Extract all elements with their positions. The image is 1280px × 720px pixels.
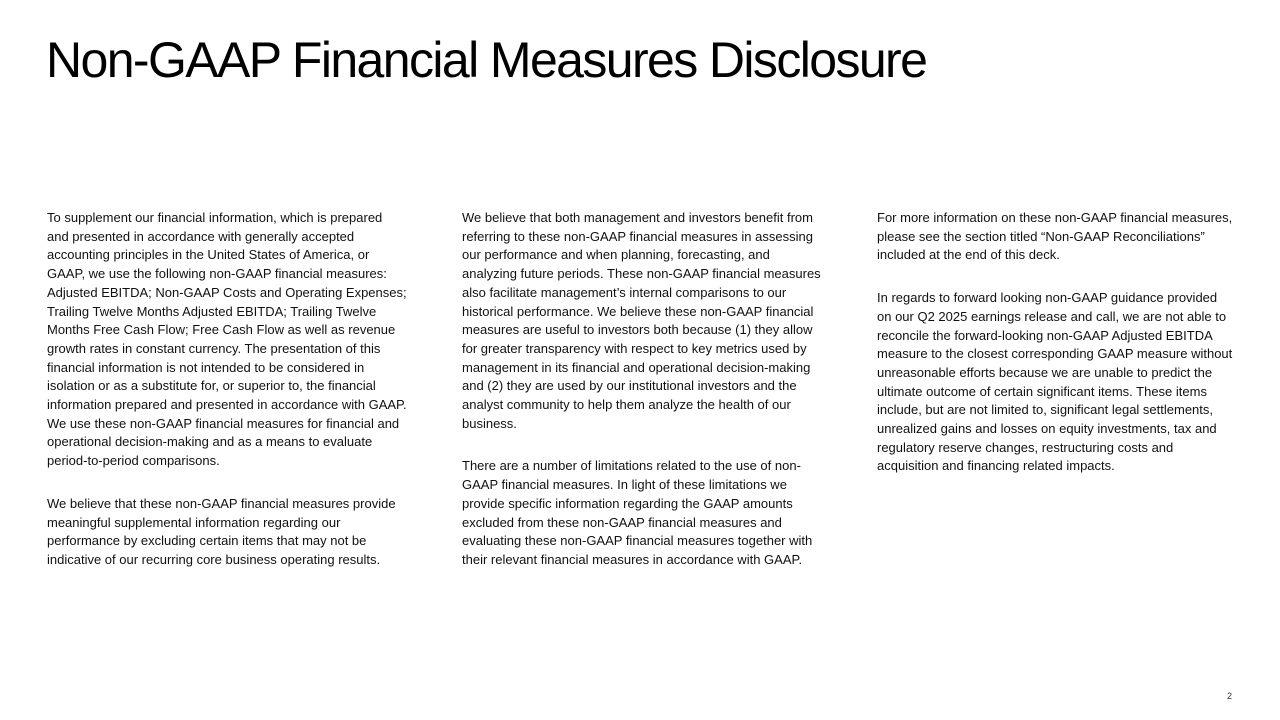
column-right [877, 209, 1235, 500]
paragraph-forward-looking-guidance: In regards to forward looking non-GAAP guidance provided on our Q2 2025 earnings release and call, we are not able to reconcile the forward-looking non-GAAP Adjusted EBITDA measure to the closest corresponding GAAP measure without unreasonable efforts because we are unable to predict the ultimate outcome of certain significant items. These items include, but are not limited to, significant legal settlements, unrealized gains and losses on equity investments, tax and regulatory reserve changes, restructuring costs and acquisition and financing related impacts. [877, 290, 1233, 474]
disclosure-columns [47, 209, 1237, 629]
paragraph-limitations: There are a number of limitations related to the use of non-GAAP financial measures. In light of these limitations we provide specific information regarding the GAAP amounts excluded from these non-GAAP financial measures and evaluating these non-GAAP financial measures together with their relevant financial measures in accordance with GAAP. [462, 458, 813, 567]
column-left [47, 209, 407, 594]
paragraph-non-gaap-measures-overview: To supplement our financial information, which is prepared and presented in accordance with generally accepted accounting principles in the United States of America, or GAAP, we use the following non-GAAP financial measures: Adjusted EBITDA; Non-GAAP Costs and Operating Expenses; Trailing Twelve Months Adjusted EBITDA; Trailing Twelve Months Free Cash Flow; Free Cash Flow as well as revenue growth rates in constant currency. The presentation of this financial information is not intended to be considered in isolation or as a substitute for, or superior to, the financial information prepared and presented in accordance with GAAP. We use these non-GAAP financial measures for financial and operational decision-making and as a means to evaluate period-to-period comparisons. [47, 210, 407, 469]
page-title: Non-GAAP Financial Measures Disclosure [46, 32, 927, 88]
paragraph-management-investors-benefit: We believe that both management and investors benefit from referring to these non-GAAP financial measures in assessing our performance and when planning, forecasting, and analyzing future periods. These non-GAAP financial measures also facilitate management’s internal comparisons to our historical performance. We believe these non-GAAP financial measures are useful to investors both because (1) they allow for greater transparency with respect to key metrics used by management in its financial and operational decision-making and (2) they are used by our institutional investors and the analyst community to help them analyze the health of our business. [462, 210, 821, 431]
column-middle [462, 209, 824, 594]
page-number: 2 [1226, 691, 1232, 701]
paragraph-more-information: For more information on these non-GAAP financial measures, please see the section titled “Non-GAAP Reconciliations” included at the end of this deck. [877, 210, 1233, 263]
paragraph-supplemental-information: We believe that these non-GAAP financial measures provide meaningful supplemental information regarding our performance by excluding certain items that may not be indicative of our recurring core business operating results. [47, 495, 396, 567]
